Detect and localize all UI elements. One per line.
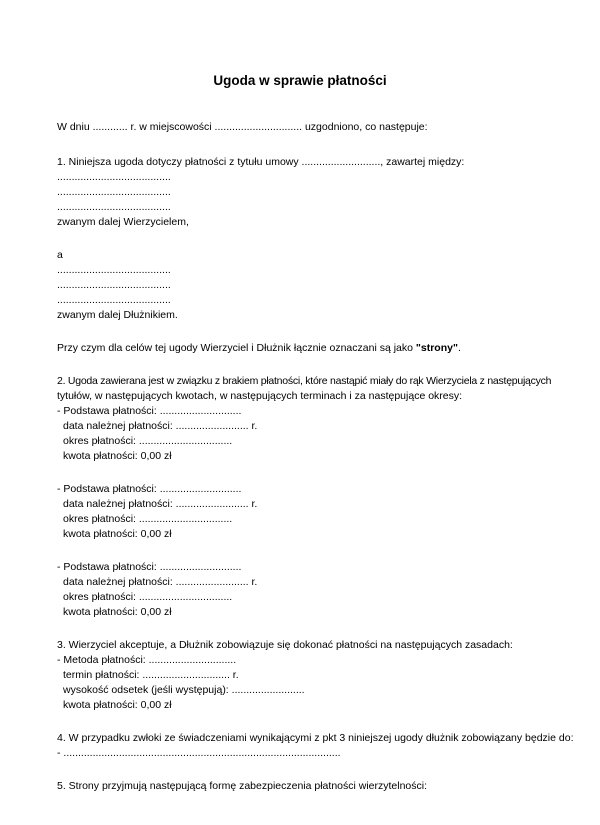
parties-bold-term: "strony" — [415, 342, 458, 354]
debtor-dots-2: ....................................... — [57, 279, 171, 291]
payment-1-amount: kwota płatności: 0,00 zł — [63, 450, 172, 462]
and-word: a — [57, 249, 63, 261]
settlement-term: termin płatności: .............................. r. — [63, 669, 239, 681]
payment-1-period: okres płatności: ................................ — [63, 435, 233, 447]
document-body — [57, 120, 574, 794]
payment-1-basis: - Podstawa płatności: ............................ — [57, 405, 242, 417]
payment-3-amount: kwota płatności: 0,00 zł — [63, 606, 172, 618]
section-4-line: 4. W przypadku zwłoki ze świadczeniami wynikającymi z pkt 3 niniejszej ugody dłużnik zobowiązany będzie do: — [57, 732, 574, 744]
payment-3-due: data należnej płatności: ......................... r. — [63, 576, 258, 588]
payment-2-basis: - Podstawa płatności: ............................ — [57, 483, 242, 495]
payment-2-amount: kwota płatności: 0,00 zł — [63, 528, 172, 540]
settlement-amount: kwota płatności: 0,00 zł — [63, 699, 172, 711]
intro-line: W dniu ............ r. w miejscowości .............................. uzgodniono, co następuje: — [57, 121, 428, 133]
payment-2-due: data należnej płatności: ......................... r. — [63, 498, 258, 510]
section-4-dots: - ............................................................................................... — [57, 747, 341, 759]
parties-definition — [57, 341, 557, 356]
payment-3-period: okres płatności: ................................ — [63, 591, 233, 603]
parties-text-end: . — [457, 342, 461, 354]
debtor-dots-3: ....................................... — [57, 294, 171, 306]
debtor-label: zwanym dalej Dłużnikiem. — [57, 309, 178, 321]
payment-2-period: okres płatności: ................................ — [63, 513, 233, 525]
section-1-line: 1. Niniejsza ugoda dotyczy płatności z tytułu umowy ..........................., zawartej między: — [57, 156, 465, 168]
settlement-interest: wysokość odsetek (jeśli występują): ......................... — [63, 684, 305, 696]
parties-text: Przy czym dla celów tej ugody Wierzyciel i Dłużnik łącznie oznaczani są jako — [57, 342, 416, 354]
settlement-method: - Metoda płatności: .............................. — [57, 654, 237, 666]
payment-3-basis: - Podstawa płatności: ............................ — [57, 561, 242, 573]
section-2-line-1: 2. Ugoda zawierana jest w związku z brakiem płatności, które nastąpić miały do rąk Wierzyciela z następujących — [57, 375, 552, 387]
debtor-dots-1: ....................................... — [57, 264, 171, 276]
creditor-dots-3: ....................................... — [57, 201, 171, 213]
section-2-line-2: tytułów, w następujących kwotach, w następujących terminach i za następujące okresy: — [57, 390, 463, 402]
section-3-line: 3. Wierzyciel akceptuje, a Dłużnik zobowiązuje się dokonać płatności na następujących zasadach: — [57, 639, 513, 651]
creditor-dots-2: ....................................... — [57, 186, 171, 198]
payment-1-due: data należnej płatności: ......................... r. — [63, 420, 258, 432]
section-5-line: 5. Strony przyjmują następującą formę zabezpieczenia płatności wierzytelności: — [57, 780, 428, 792]
document-title: Ugoda w sprawie płatności — [213, 73, 387, 88]
creditor-label: zwanym dalej Wierzycielem, — [57, 216, 189, 228]
creditor-dots-1: ....................................... — [57, 171, 171, 183]
